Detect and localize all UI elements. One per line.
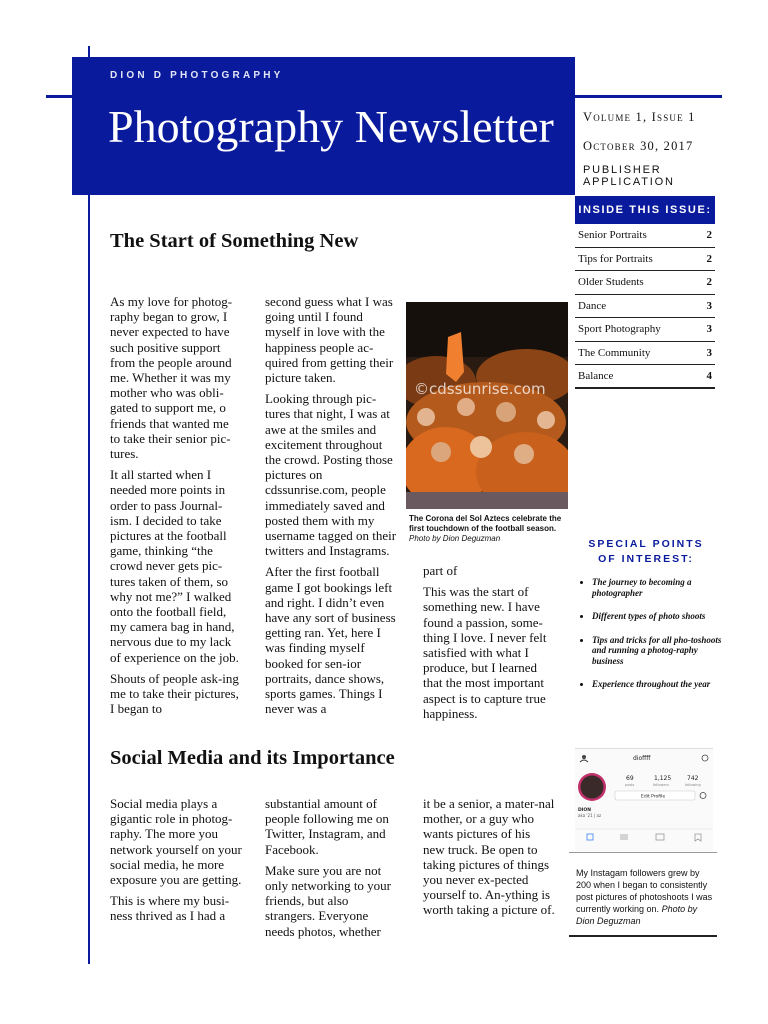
article-column-2: [265, 294, 397, 722]
profile-name: DION: [578, 808, 592, 813]
toc-page: 3: [706, 323, 712, 336]
list-view-icon: [620, 835, 628, 839]
paragraph: It all started when I needed more points in order to pass Journal-ism. I decided to take pictures at the football game, thinking “the crowd never gets pic-tures taken of them, so why not me?” I walked onto the football field, my camera bag in hand, nervous due to my lack of experience on the job.: [110, 467, 239, 665]
profile-username: dioffff: [633, 755, 651, 762]
divider: [569, 852, 717, 853]
paragraph: part of: [423, 563, 458, 578]
toc-label: Dance: [578, 299, 607, 312]
paragraph: it be a senior, a mater-nal mother, or a guy who wants pictures of his new truck. Be open to taking pictures of things you never ex-pected yourself to. An-ything is worth taking a picture of.: [423, 796, 555, 918]
toc-list: [575, 224, 715, 389]
paragraph: After the first football game I got bookings left and right. I didn’t even have any sort of business getting ran. Yet, here I was finding myself booked for sen-ior portraits, dance shows, sports games. Things I never was a: [265, 564, 396, 717]
caption-credit: Photo by Dion Deguzman: [409, 534, 501, 543]
publisher-line-2: APPLICATION: [583, 176, 675, 188]
toc-item[interactable]: [575, 271, 715, 295]
top-rule: [46, 95, 722, 98]
paragraph: Shouts of people ask-ing me to take their pictures, I began to: [110, 670, 239, 717]
toc-item[interactable]: [575, 295, 715, 319]
article-column-2: [265, 796, 397, 945]
avatar: [581, 776, 604, 799]
article-heading: Social Media and its Importance: [110, 747, 395, 769]
following-label: following: [685, 783, 701, 787]
add-user-icon: [580, 755, 588, 762]
posts-count: 69: [626, 775, 634, 782]
brand-name: DION D PHOTOGRAPHY: [110, 70, 284, 81]
caption-text: My Instagam followers grew by 200 when I began to consistently post pictures of photoshoots I was currently working on.: [576, 868, 713, 914]
article-column-1: [110, 294, 242, 722]
article-column-3: [423, 796, 555, 924]
list-item: • Tips and tricks for all pho-toshoots and running a photog-raphy business: [592, 635, 724, 667]
football-crowd-photo: [406, 302, 568, 509]
toc-page: 3: [706, 346, 712, 359]
toc-label: Sport Photography: [578, 323, 661, 336]
article-column-3: [423, 563, 555, 727]
toc-page: 2: [706, 252, 712, 265]
points-heading: SPECIAL POINTS OF INTEREST:: [588, 538, 704, 565]
instagram-caption: [576, 867, 716, 927]
toc-item[interactable]: [575, 224, 715, 248]
toc-label: Senior Portraits: [578, 229, 647, 242]
paragraph: substantial amount of people following me on Twitter, Instagram, and Facebook.: [265, 796, 389, 857]
paragraph: Looking through pic-tures that night, I was at awe at the smiles and excitement throughout the crowd. Posting those pictures on cdssunrise.com, people immediately saved and posted them with my username tagged on their twitters and Instagrams.: [265, 391, 397, 559]
toc-item[interactable]: [575, 365, 715, 389]
saved-icon: [695, 834, 701, 841]
toc-label: Balance: [578, 369, 614, 382]
instagram-profile-screenshot: [575, 748, 713, 851]
publisher-label: [583, 164, 675, 188]
points-list: [580, 577, 724, 703]
article-heading: The Start of Something New: [110, 230, 359, 252]
toc-page: 3: [706, 299, 712, 312]
toc-label: Older Students: [578, 276, 644, 289]
caption-text: The Corona del Sol Aztecs celebrate the first touchdown of the football season.: [409, 514, 562, 533]
newsletter-title: Photography Newsletter: [108, 101, 554, 152]
list-item: • Different types of photo shoots: [592, 611, 724, 622]
volume-issue: Volume 1, Issue 1: [583, 110, 696, 124]
issue-date: October 30, 2017: [583, 139, 694, 153]
toc-item[interactable]: [575, 318, 715, 342]
list-item: • Experience throughout the year: [592, 679, 724, 690]
list-item: • The journey to becoming a photographer: [592, 577, 724, 598]
followers-count: 1,125: [654, 775, 672, 782]
toc-label: Tips for Portraits: [578, 252, 653, 265]
caption-credit: Photo by Dion Deguzman: [576, 904, 698, 926]
paragraph: This was the start of something new. I have found a passion, some-thing I love. I never felt satisfied with what I produce, but I learned that the most important aspect is to capture true happiness.: [423, 584, 547, 721]
toc-item[interactable]: [575, 342, 715, 366]
followers-label: followers: [653, 783, 669, 787]
posts-label: posts: [625, 783, 635, 787]
settings-icon: [700, 793, 706, 799]
article-column-1: [110, 796, 242, 930]
toc-label: The Community: [578, 346, 651, 359]
edit-profile-label: Edit Profile: [641, 794, 666, 800]
divider: [569, 935, 717, 937]
paragraph: Make sure you are not only networking to your friends, but also strangers. Everyone needs photos, whether: [265, 862, 392, 939]
toc-page: 2: [706, 276, 712, 289]
tagged-icon: [656, 834, 664, 840]
paragraph: Social media plays a gigantic role in photog-raphy. The more you network yourself on your social media, he more exposure you are getting.: [110, 796, 242, 888]
toc-item[interactable]: [575, 248, 715, 272]
toc-page: 2: [706, 229, 712, 242]
paragraph: This is where my busi-ness thrived as I had a: [110, 893, 230, 924]
grid-view-icon: [587, 834, 593, 840]
paragraph: second guess what I was going until I found myself in love with the happiness people ac-quired from getting their picture taken.: [265, 294, 394, 386]
photo-watermark: ©cdssunrise.com: [414, 380, 546, 398]
following-count: 742: [687, 775, 699, 782]
left-rule: [88, 46, 90, 964]
toc-heading: INSIDE THIS ISSUE:: [575, 196, 715, 224]
profile-bio: aka '21 | az: [578, 813, 602, 818]
history-icon: [702, 755, 708, 761]
publisher-line-1: PUBLISHER: [583, 164, 662, 176]
paragraph: As my love for photog-raphy began to grow, I never expected to have such positive support from the people around me. Whether it was my mother who was obli-gated to support me, o friends that wanted me to take their senior pic-tures.: [110, 294, 233, 462]
toc-page: 4: [706, 369, 712, 382]
photo-caption: [409, 514, 563, 544]
